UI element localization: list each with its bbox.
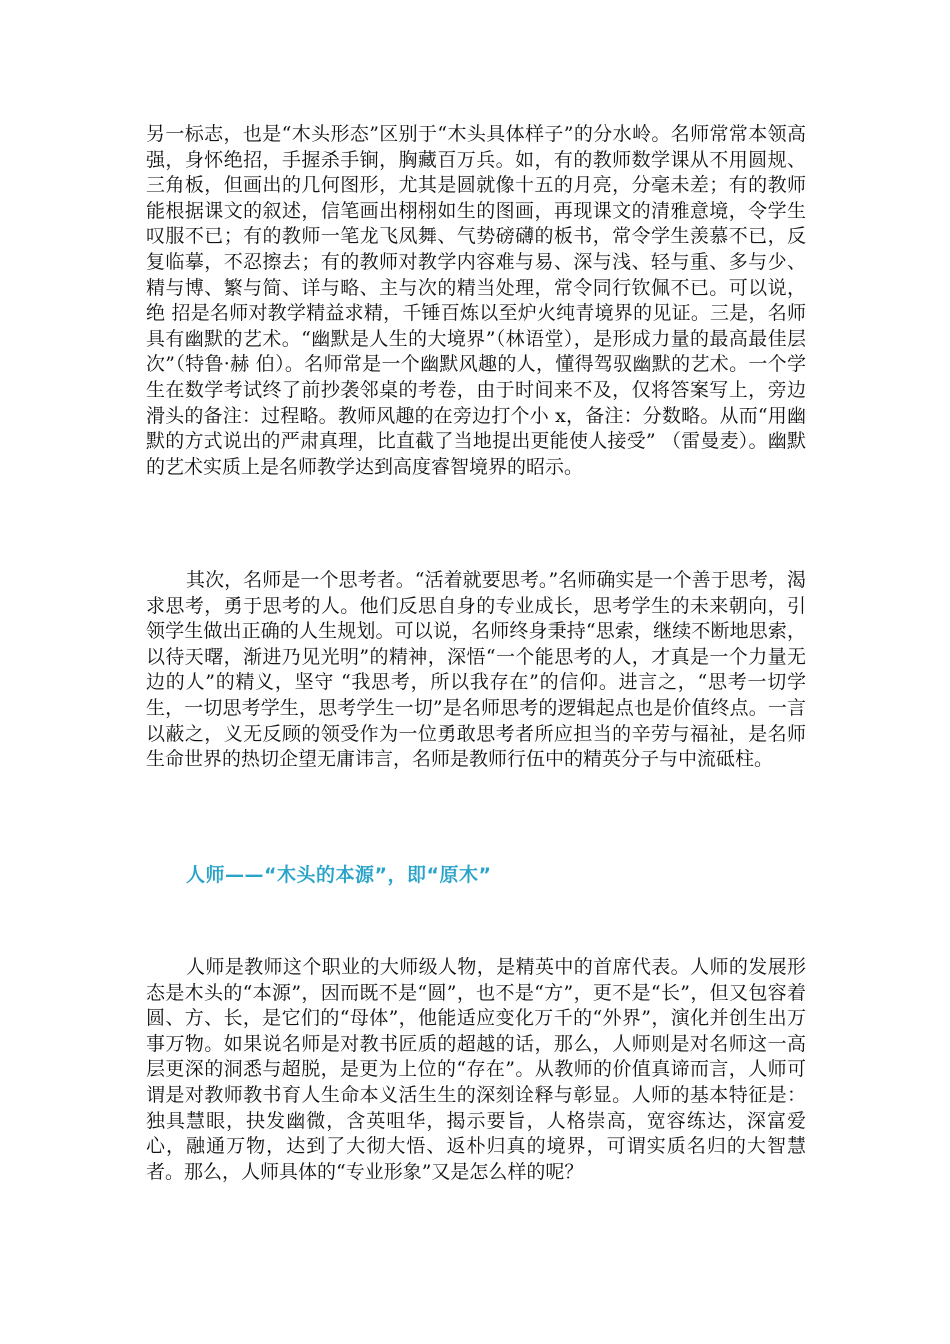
paragraph-famous-teacher-thinker: 其次，名师是一个思考者。“活着就要思考。”名师确实是一个善于思考，渴求思考，勇于思考的人。他们反思自身的专业成长，思考学生的未来朝向，引领学生做出正确的人生规划。可以说，名师终身秉持“思索，继续不断地思索，以待天曙，渐进乃见光明”的精神，深悟“一个能思考的人，才真是一个力量无边的人”的精义，坚守 “我思考，所以我存在”的信仰。进言之，“思考一切学生，一切思考学生，思考学生一切”是名师思考的逻辑起点也是价值终点。一言以蔽之，义无反顾的领受作为一位勇敢思考者所应担当的辛劳与福祉，是名师生命世界的热切企望无庸讳言，名师是教师行伍中的精英分子与中流砥柱。 <box>146 569 806 771</box>
section-heading: 人师——“木头的本源”，即“原木” <box>186 864 492 886</box>
paragraph-famous-teacher-skills: 另一标志，也是“木头形态”区别于“木头具体样子”的分水岭。名师常常本领高强，身怀绝招，手握杀手锏，胸藏百万兵。如，有的教师数学课从不用圆规、三角板，但画出的几何图形，尤其是圆就像十五的月亮，分毫未差；有的教师能根据课文的叙述，信笔画出栩栩如生的图画，再现课文的清雅意境，令学生叹服不已；有的教师一笔龙飞凤舞、气势磅礴的板书，常令学生羡慕不已，反复临摹，不忍擦去；有的教师对教学内容难与易、深与浅、轻与重、多与少、精与博、繁与简、详与略、主与次的精当处理，常令同行钦佩不已。可以说，绝 招是名师对教学精益求精，千锤百炼以至炉火纯青境界的见证。三是，名师具有幽默的艺术。“幽默是人生的大境界”（林语堂），是形成力量的最高最佳层次”（特鲁·赫 伯）。名师常是一个幽默风趣的人，懂得驾驭幽默的艺术。一个学生在数学考试终了前抄袭邻桌的考卷，由于时间来不及，仅将答案写上，旁边滑头的备注：过程略。教师风趣的在旁边打个小 x，备注：分数略。从而“用幽默的方式说出的严肃真理，比直截了当地提出更能使人接受” （雷曼麦）。幽默的艺术实质上是名师教学达到高度睿智境界的昭示。 <box>146 123 806 478</box>
paragraph-master-teacher: 人师是教师这个职业的大师级人物，是精英中的首席代表。人师的发展形态是木头的“本源”，因而既不是“圆”，也不是“方”，更不是“长”，但又包容着圆、方、长，是它们的“母体”，他能适应变化万千的“外界”，演化并创生出万事万物。如果说名师是对教书匠质的超越的话，那么，人师则是对名师这一高层更深的洞悉与超脱，是更为上位的“存在”。从教师的价值真谛而言，人师可谓是对教师教书育人生命本义活生生的深刻诠释与彰显。人师的基本特征是：独具慧眼，抉发幽微，含英咀华，揭示要旨，人格崇高，宽容练达，深富爱心，融通万物，达到了大彻大悟、返朴归真的境界，可谓实质名归的大智慧者。那么，人师具体的“专业形象”又是怎么样的呢？ <box>146 956 806 1183</box>
